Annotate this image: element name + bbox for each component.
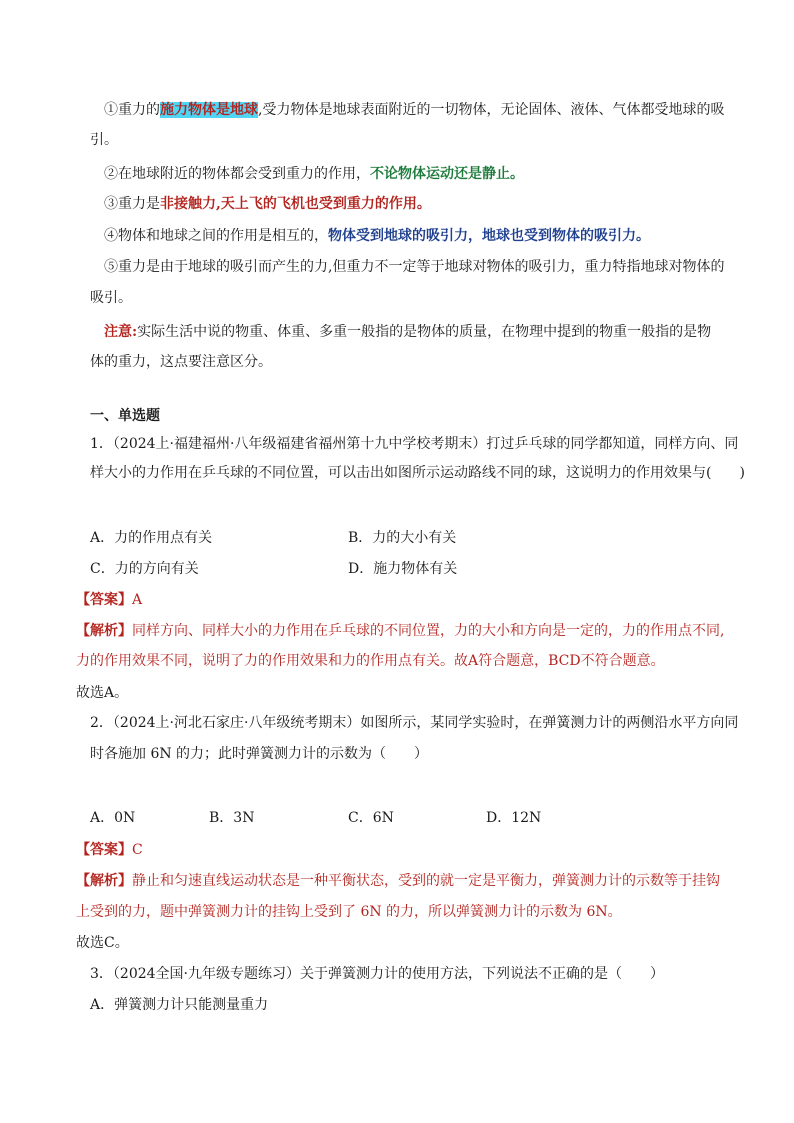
q2-option-a: A．0N — [90, 810, 136, 826]
q2-option-b: B．3N — [209, 810, 255, 826]
q1-option-a: A．力的作用点有关 — [90, 530, 213, 546]
q1-explanation-cont: 力的作用效果不同，说明了力的作用效果和力的作用点有关。故A符合题意，BCD不符合题意。 — [76, 653, 665, 669]
q3-option-a: A．弹簧测力计只能测量重力 — [90, 997, 269, 1013]
note-2: ②在地球附近的物体都会受到重力的作用，不论物体运动还是静止。 — [104, 166, 524, 182]
attention-note: 注意:实际生活中说的物重、体重、多重一般指的是物体的质量，在物理中提到的物重一般指的是物 — [104, 324, 712, 340]
section-heading: 一、单选题 — [90, 408, 160, 424]
q2-choose: 故选C。 — [76, 935, 129, 951]
attention-note-cont: 体的重力，这点要注意区分。 — [90, 354, 272, 370]
highlighted-text: 施力物体是地球 — [160, 102, 258, 118]
q1-option-b: B．力的大小有关 — [348, 530, 457, 546]
note-5-cont: 吸引。 — [90, 290, 132, 306]
note-5: ⑤重力是由于地球的吸引而产生的力,但重力不一定等于地球对物体的吸引力，重力特指地球对物体的 — [104, 259, 725, 275]
q1-option-c: C．力的方向有关 — [90, 561, 199, 577]
q2-option-d: D．12N — [486, 810, 542, 826]
q2-answer: 【答案】C — [76, 842, 143, 858]
question-2-line-2: 时各施加 6N 的力；此时弹簧测力计的示数为（ ） — [90, 746, 429, 762]
question-1-line-2: 样大小的力作用在乒乓球的不同位置，可以击出如图所示运动路线不同的球，这说明力的作用效果与( ) — [90, 465, 745, 481]
question-1-line-1: 1．（2024上·福建福州·八年级福建省福州第十九中学校考期末）打过乒乓球的同学都知道，同样方向、同 — [90, 436, 739, 452]
q2-explanation-cont: 上受到的力，题中弹簧测力计的挂钩上受到了 6N 的力，所以弹簧测力计的示数为 6N。 — [76, 904, 622, 920]
q1-explanation: 【解析】同样方向、同样大小的力作用在乒乓球的不同位置，力的大小和方向是一定的，力的作用点不同, — [76, 623, 725, 639]
note-1-cont: 引。 — [90, 132, 118, 148]
note-4: ④物体和地球之间的作用是相互的，物体受到地球的吸引力，地球也受到物体的吸引力。 — [104, 228, 650, 244]
q1-option-d: D．施力物体有关 — [348, 561, 458, 577]
q2-option-c: C．6N — [348, 810, 394, 826]
question-3-line-1: 3．（2024全国·九年级专题练习）关于弹簧测力计的使用方法，下列说法不正确的是（ ） — [90, 966, 664, 982]
q2-explanation: 【解析】静止和匀速直线运动状态是一种平衡状态，受到的就一定是平衡力，弹簧测力计的示数等于挂钩 — [76, 873, 720, 889]
q1-answer: 【答案】A — [76, 592, 143, 608]
q1-choose: 故选A。 — [76, 685, 129, 701]
question-2-line-1: 2．（2024上·河北石家庄·八年级统考期末）如图所示，某同学实验时，在弹簧测力计的两侧沿水平方向同 — [90, 715, 739, 731]
note-3: ③重力是非接触力,天上飞的飞机也受到重力的作用。 — [104, 196, 431, 212]
note-1: ①重力的施力物体是地球,受力物体是地球表面附近的一切物体，无论固体、液体、气体都受地球的吸 — [104, 102, 725, 118]
